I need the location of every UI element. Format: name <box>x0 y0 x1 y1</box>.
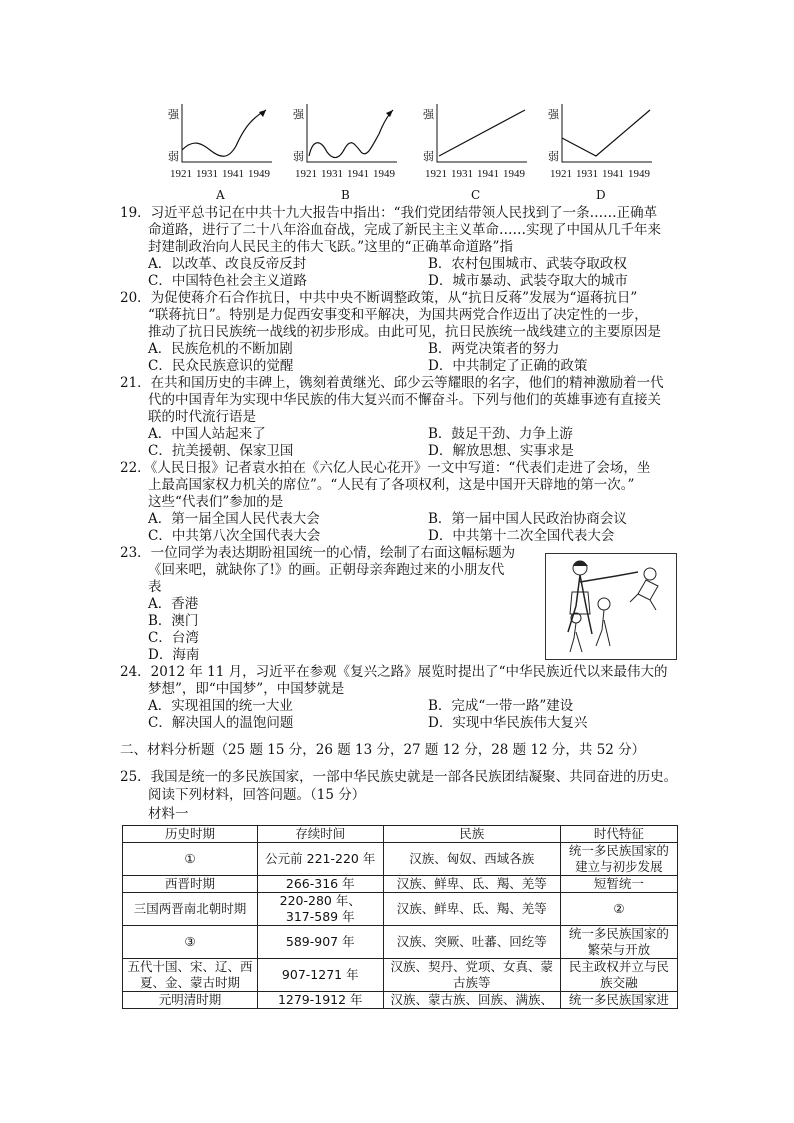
q24-option-a[interactable]: A．实现祖国的统一大业 <box>148 698 293 714</box>
table-cell: 汉族、鲜卑、氐、羯、羌等 <box>383 893 560 926</box>
chart-d-plot <box>544 98 656 170</box>
table-header-row <box>123 826 678 843</box>
table-row <box>123 926 678 959</box>
table-cell: 汉族、蒙古族、回族、满族、 <box>383 992 560 1009</box>
chart-c-plot <box>419 98 531 170</box>
q19-stem-3: 封建制政治向人民民主的伟大飞跃。”这里的“正确革命道路”指 <box>148 239 513 255</box>
q21-stem-1: 21．在共和国历史的丰碑上，镌刻着黄继光、邱少云等耀眼的名字，他们的精神激励着一代 <box>120 375 664 391</box>
tick-label: 1941 <box>602 168 624 180</box>
y-strong-label: 强 <box>423 108 434 121</box>
q20-option-c[interactable]: C．民众民族意识的觉醒 <box>148 358 294 374</box>
table-cell: 1279-1912 年 <box>257 992 383 1009</box>
q20-option-b[interactable]: B．两党决策者的努力 <box>428 341 560 357</box>
table-cell: ③ <box>123 926 258 959</box>
mother-children-illustration <box>545 553 677 660</box>
q23-option-a[interactable]: A．香港 <box>148 596 199 612</box>
table-row <box>123 843 678 876</box>
column-header: 存续时间 <box>257 826 383 843</box>
chart-d <box>544 98 656 206</box>
table-cell: 民主政权并立与民 族交融 <box>560 959 677 992</box>
q19-option-a[interactable]: A．以改革、改良反帝反封 <box>148 256 307 272</box>
q20-stem-3: 推动了抗日民族统一战线的初步形成。由此可见，抗日民族统一战线建立的主要原因是 <box>148 324 661 340</box>
table-cell: 三国两晋南北朝时期 <box>123 893 258 926</box>
y-weak-label: 弱 <box>548 150 559 163</box>
q22-option-a[interactable]: A．第一届全国人民代表大会 <box>148 511 320 527</box>
q22-stem-3: 这些“代表们”参加的是 <box>148 494 284 510</box>
q19-option-c[interactable]: C．中国特色社会主义道路 <box>148 273 307 289</box>
q19-option-b[interactable]: B．农村包围城市、武装夺取政权 <box>428 256 627 272</box>
table-row <box>123 876 678 893</box>
q23-stem-3: 表 <box>148 579 162 595</box>
q19-option-d[interactable]: D．城市暴动、武装夺取大的城市 <box>428 273 628 289</box>
tick-label: 1949 <box>628 168 650 180</box>
table-cell: 汉族、契丹、党项、女真、蒙 古族等 <box>383 959 560 992</box>
table-cell: 公元前 221-220 年 <box>257 843 383 876</box>
q22-option-c[interactable]: C．中共第八次全国代表大会 <box>148 528 321 544</box>
tick-label: 1949 <box>503 168 525 180</box>
option-charts <box>164 98 664 206</box>
q24-option-b[interactable]: B．完成“一带一路”建设 <box>428 698 574 714</box>
q20-option-d[interactable]: D．中共制定了正确的政策 <box>428 358 588 374</box>
column-header: 民族 <box>383 826 560 843</box>
tick-label: 1921 <box>295 168 317 180</box>
tick-label: 1931 <box>451 168 473 180</box>
table-cell: 589-907 年 <box>257 926 383 959</box>
q23-option-d[interactable]: D．海南 <box>148 647 200 663</box>
column-header: 历史时期 <box>123 826 258 843</box>
axes <box>307 104 397 162</box>
chart-a <box>164 98 276 206</box>
y-strong-label: 强 <box>168 108 179 121</box>
chart-b-plot <box>289 98 401 170</box>
q23-option-c[interactable]: C．台湾 <box>148 630 199 646</box>
q23-stem-2: 《回来吧，就缺你了!》的画。正朝母亲奔跑过来的小朋友代 <box>148 562 505 578</box>
option-letter: B <box>341 188 350 202</box>
q20-stem-2: “联蒋抗日”。特别是力促西安事变和平解决，为国共两党合作迈出了决定性的一步， <box>148 307 648 323</box>
tick-label: 1941 <box>222 168 244 180</box>
material-label: 材料一 <box>148 806 189 822</box>
tick-label: 1921 <box>425 168 447 180</box>
tick-label: 1921 <box>170 168 192 180</box>
q25-stem-2: 阅读下列材料，回答问题。（15 分） <box>148 787 366 803</box>
table-cell: ① <box>123 843 258 876</box>
table-row <box>123 992 678 1009</box>
table-row <box>123 959 678 992</box>
q23-stem-1: 23．一位同学为表达期盼祖国统一的心情，绘制了右面这幅标题为 <box>120 545 516 561</box>
tick-label: 1931 <box>196 168 218 180</box>
q19-stem-2: 命道路，进行了二十八年浴血奋战，完成了新民主主义革命……实现了中国从几千年来 <box>148 222 661 238</box>
q21-option-d[interactable]: D．解放思想、实事求是 <box>428 443 574 459</box>
q21-stem-2: 代的中国青年为实现中华民族的伟大复兴而不懈奋斗。下列与他们的英雄事迹有直接关 <box>148 392 661 408</box>
table-cell: 907-1271 年 <box>257 959 383 992</box>
tick-label: 1941 <box>477 168 499 180</box>
table-cell: 统一多民族国家的 建立与初步发展 <box>560 843 677 876</box>
q21-option-a[interactable]: A．中国人站起来了 <box>148 426 266 442</box>
chart-c <box>419 98 531 206</box>
q22-option-b[interactable]: B．第一届中国人民政治协商会议 <box>428 511 627 527</box>
q22-stem-2: 上最高国家权力机关的席位”。“人民有了各项权利，这是中国开天辟地的第一次。” <box>148 477 635 493</box>
table-row <box>123 893 678 926</box>
table-cell: 220-280 年、 317-589 年 <box>257 893 383 926</box>
option-letter: A <box>216 188 225 202</box>
y-strong-label: 强 <box>293 108 304 121</box>
column-header: 时代特征 <box>560 826 677 843</box>
y-weak-label: 弱 <box>423 150 434 163</box>
chart-b <box>289 98 401 206</box>
q22-option-d[interactable]: D．中共第十二次全国代表大会 <box>428 528 615 544</box>
table-cell: 汉族、匈奴、西域各族 <box>383 843 560 876</box>
table-cell: 统一多民族国家进 <box>560 992 677 1009</box>
ethnic-history-table <box>122 825 678 1009</box>
tick-label: 1931 <box>576 168 598 180</box>
q20-option-a[interactable]: A．民族危机的不断加剧 <box>148 341 293 357</box>
trend-line <box>439 110 525 156</box>
table-cell: 统一多民族国家的 繁荣与开放 <box>560 926 677 959</box>
y-strong-label: 强 <box>548 108 559 121</box>
arrow-head <box>386 110 393 117</box>
table-cell: 西晋时期 <box>123 876 258 893</box>
q24-option-d[interactable]: D．实现中华民族伟大复兴 <box>428 715 588 731</box>
q21-option-c[interactable]: C．抗美援朝、保家卫国 <box>148 443 294 459</box>
trend-line <box>182 110 266 156</box>
axes <box>562 104 652 162</box>
q24-option-c[interactable]: C．解决国人的温饱问题 <box>148 715 294 731</box>
table-cell: 短暂统一 <box>560 876 677 893</box>
q24-stem-2: 梦想”，即“中国梦”，中国梦就是 <box>148 681 345 697</box>
y-weak-label: 弱 <box>293 150 304 163</box>
table-cell: 266-316 年 <box>257 876 383 893</box>
q25-stem-1: 25．我国是统一的多民族国家，一部中华民族史就是一部各民族团结凝聚、共同奋进的历史。 <box>120 769 678 785</box>
option-letter: D <box>596 188 606 202</box>
table-cell: 汉族、突厥、吐蕃、回纥等 <box>383 926 560 959</box>
y-weak-label: 弱 <box>168 150 179 163</box>
section-heading: 二、材料分析题（25 题 15 分，26 题 13 分，27 题 12 分，28 题 12 分，共 52 分） <box>120 742 646 758</box>
option-letter: C <box>471 188 481 202</box>
axes <box>182 104 272 162</box>
q20-stem-1: 20．为促使蒋介石合作抗日，中共中央不断调整政策，从“抗日反蒋”发展为“逼蒋抗日” <box>120 290 638 306</box>
table-cell: 五代十国、宋、辽、西 夏、金、蒙古时期 <box>123 959 258 992</box>
q19-stem-1: 19．习近平总书记在中共十九大报告中指出：“我们党团结带领人民找到了一条……正确革 <box>120 205 658 221</box>
tick-label: 1921 <box>550 168 572 180</box>
q22-stem-1: 22．《人民日报》记者袁水拍在《六亿人民心花开》一文中写道：“代表们走进了会场，坐 <box>120 460 651 476</box>
table-cell: ② <box>560 893 677 926</box>
illustration-drawing <box>546 554 676 659</box>
tick-label: 1941 <box>347 168 369 180</box>
tick-label: 1949 <box>248 168 270 180</box>
table-cell: 汉族、鲜卑、氐、羯、羌等 <box>383 876 560 893</box>
chart-a-plot <box>164 98 276 170</box>
tick-label: 1931 <box>321 168 343 180</box>
tick-label: 1949 <box>373 168 395 180</box>
trend-line <box>309 110 393 158</box>
trend-line <box>562 110 650 156</box>
q24-stem-1: 24．2012 年 11 月，习近平在参观《复兴之路》展览时提出了“中华民族近代以来最伟大的 <box>120 664 668 680</box>
table-body <box>123 843 678 1009</box>
q21-stem-3: 联的时代流行语是 <box>148 409 256 425</box>
q23-option-b[interactable]: B．澳门 <box>148 613 199 629</box>
table-cell: 元明清时期 <box>123 992 258 1009</box>
q21-option-b[interactable]: B．鼓足干劲、力争上游 <box>428 426 573 442</box>
